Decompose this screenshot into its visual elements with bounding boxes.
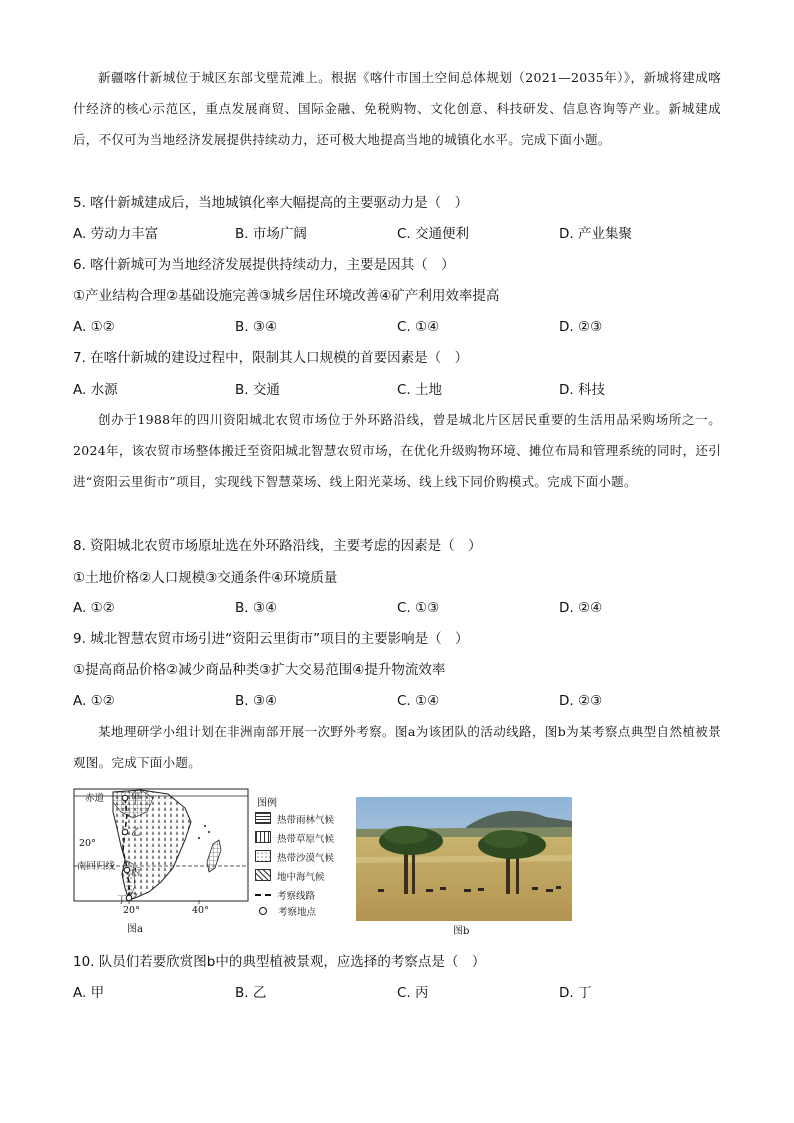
- q10-option-b[interactable]: B. 乙: [235, 985, 267, 1001]
- question-9-items: ①提高商品价格②减少商品种类③扩大交易范围④提升物流效率: [73, 662, 446, 678]
- site-circle-icon: [259, 907, 267, 915]
- q7-option-b[interactable]: B. 交通: [235, 382, 280, 398]
- q6-option-a[interactable]: A. ①②: [73, 319, 115, 335]
- q7-option-d[interactable]: D. 科技: [559, 382, 605, 398]
- passage-africa-text: 某地理研学小组计划在非洲南部开展一次野外考察。图a为该团队的活动线路，图b为某考察点典型自然植被景观图。完成下面小题。: [73, 724, 721, 770]
- question-6-items: ①产业结构合理②基础设施完善③城乡居住环境改善④矿产利用效率提高: [73, 288, 500, 304]
- point-jia-label: 甲: [131, 793, 141, 804]
- legend-rainforest: [255, 812, 334, 826]
- q8-option-c[interactable]: C. ①③: [397, 600, 440, 616]
- q9-option-d[interactable]: D. ②③: [559, 693, 603, 709]
- passage-kashgar-text: 新疆喀什新城位于城区东部戈壁荒滩上。根据《喀什市国土空间总体规划（2021—2035年）》，新城将建成喀什经济的核心示范区，重点发展商贸、国际金融、免税购物、文化创意、科技研发、信息咨询等产业。新城建成后，不仅可为当地经济发展提供持续动力，还可极大地提高当地的城镇化水平。完成下面小题。: [73, 70, 721, 147]
- q6-option-b[interactable]: B. ③④: [235, 319, 278, 335]
- q9-option-b[interactable]: B. ③④: [235, 693, 278, 709]
- q6-option-c[interactable]: C. ①④: [397, 319, 440, 335]
- question-6-stem: 6. 喀什新城可为当地经济发展提供持续动力，主要是因其（ ）: [73, 257, 455, 273]
- q5-option-c[interactable]: C. 交通便利: [397, 226, 470, 242]
- q5-option-b[interactable]: B. 市场广阔: [235, 226, 307, 242]
- lat-20-label: 20°: [79, 838, 96, 849]
- legend-site: [255, 904, 316, 918]
- q8-option-a[interactable]: A. ①②: [73, 600, 115, 616]
- point-yi-label: 乙: [131, 827, 141, 838]
- q8-option-b[interactable]: B. ③④: [235, 600, 278, 616]
- passage-ziyang: [73, 404, 721, 497]
- q5-option-a[interactable]: A. 劳动力丰富: [73, 226, 159, 242]
- q7-option-a[interactable]: A. 水源: [73, 382, 118, 398]
- legend-rainforest-label: 热带雨林气候: [277, 815, 335, 826]
- q9-option-c[interactable]: C. ①④: [397, 693, 440, 709]
- q7-option-c[interactable]: C. 土地: [397, 382, 443, 398]
- question-5-stem: 5. 喀什新城建成后，当地城镇化率大幅提高的主要驱动力是（ ）: [73, 195, 469, 211]
- point-bing-label: 丙: [131, 867, 141, 878]
- q6-option-d[interactable]: D. ②③: [559, 319, 603, 335]
- legend-mediterranean: [255, 869, 325, 883]
- legend-desert-label: 热带沙漠气候: [277, 853, 335, 864]
- passage-kashgar: [73, 62, 721, 155]
- mediterranean-swatch-icon: [255, 869, 271, 881]
- q10-option-d[interactable]: D. 丁: [559, 985, 592, 1001]
- legend-route: [255, 888, 315, 902]
- africa-map-graphic: [73, 788, 249, 918]
- question-10-stem: 10. 队员们若要欣赏图b中的典型植被景观，应选择的考察点是（ ）: [73, 954, 486, 970]
- question-8-items: ①土地价格②人口规模③交通条件④环境质量: [73, 570, 338, 586]
- route-line-icon: [255, 894, 271, 896]
- question-8-stem: 8. 资阳城北农贸市场原址选在外环路沿线，主要考虑的因素是（ ）: [73, 538, 482, 554]
- legend-desert: [255, 850, 334, 864]
- legend-title: 图例: [257, 798, 277, 809]
- q10-option-a[interactable]: A. 甲: [73, 985, 105, 1001]
- legend-savanna-label: 热带草原气候: [277, 834, 335, 845]
- tropic-label: 南回归线: [77, 861, 116, 872]
- q9-option-a[interactable]: A. ①②: [73, 693, 115, 709]
- point-ding-label: 丁: [117, 895, 127, 906]
- legend-savanna: [255, 831, 334, 845]
- question-7-stem: 7. 在喀什新城的建设过程中，限制其人口规模的首要因素是（ ）: [73, 350, 469, 366]
- equator-label: 赤道: [85, 793, 105, 804]
- lon-20-label: 20°: [123, 905, 140, 916]
- passage-ziyang-text: 创办于1988年的四川资阳城北农贸市场位于外环路沿线，曾是城北片区居民重要的生活用品采购场所之一。2024年，该农贸市场整体搬迁至资阳城北智慧农贸市场，在优化升级购物环境、摊位布局和管理系统的同时，还引进“资阳云里街市”项目，实现线下智慧菜场、线上阳光菜场、线上线下同价购模式。完成下面小题。: [73, 412, 721, 489]
- figure-b-caption: 图b: [453, 926, 470, 937]
- lon-40-label: 40°: [192, 905, 209, 916]
- legend-route-label: 考察线路: [277, 891, 316, 902]
- passage-africa: [73, 716, 721, 778]
- figure-b-photo: [356, 797, 572, 921]
- question-9-stem: 9. 城北智慧农贸市场引进“资阳云里街市”项目的主要影响是（ ）: [73, 631, 469, 647]
- figure-a-legend: [255, 794, 345, 918]
- q5-option-d[interactable]: D. 产业集聚: [559, 226, 632, 242]
- legend-mediterranean-label: 地中海气候: [277, 872, 325, 883]
- figure-a-map: [73, 788, 249, 918]
- q10-option-c[interactable]: C. 丙: [397, 985, 429, 1001]
- q8-option-d[interactable]: D. ②④: [559, 600, 603, 616]
- desert-swatch-icon: [255, 850, 271, 862]
- savanna-swatch-icon: [255, 831, 271, 843]
- figure-a-caption: 图a: [127, 924, 143, 935]
- savanna-photo-graphic: [356, 797, 572, 921]
- rainforest-swatch-icon: [255, 812, 271, 824]
- legend-site-label: 考察地点: [278, 907, 317, 918]
